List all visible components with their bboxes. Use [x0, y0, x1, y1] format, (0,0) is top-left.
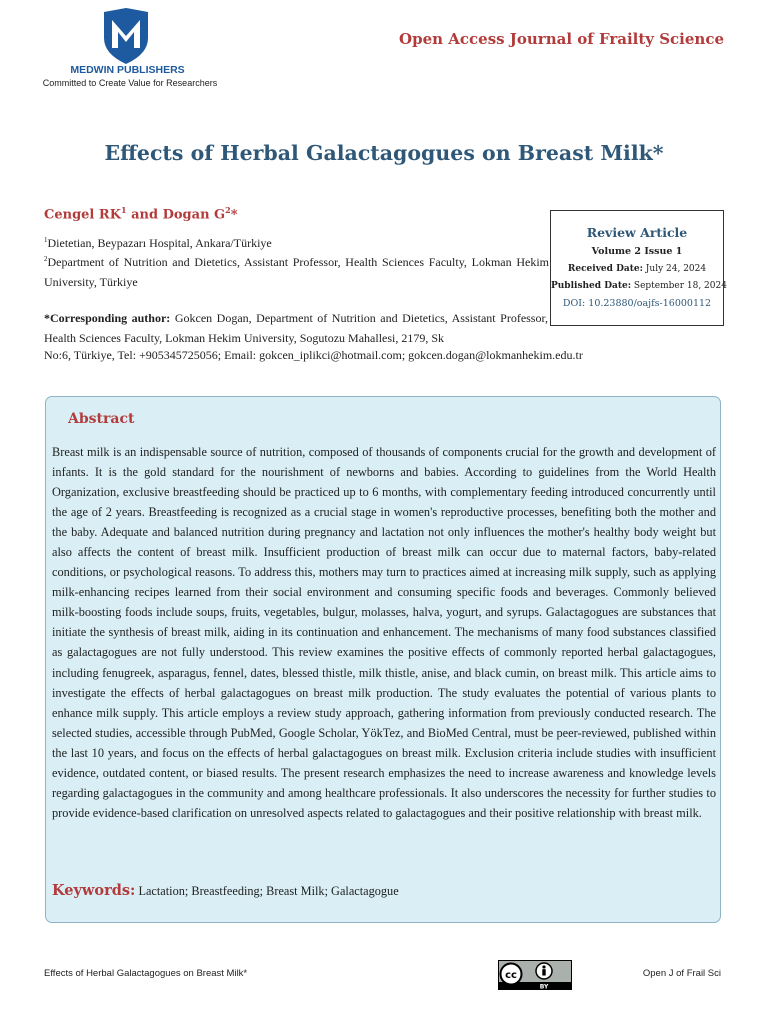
- license-by-label: BY: [539, 983, 549, 990]
- corresponding-text: Gokcen Dogan, Department of Nutrition and Dietetics, Assistant Professor, Health Sciences Faculty, Lokman Hekim University, Sogutozu Mahallesi, 2179, Sk: [44, 311, 548, 345]
- affiliation-1-text: Dietetian, Beypazarı Hospital, Ankara/Türkiye: [47, 236, 272, 250]
- affiliation-2-sup: 2: [44, 255, 48, 263]
- affiliation-2: [44, 250, 549, 292]
- keywords: [52, 882, 399, 899]
- journal-name: Open Access Journal of Frailty Science: [399, 30, 724, 48]
- affiliation-2-text: Department of Nutrition and Dietetics, Assistant Professor, Health Sciences Faculty, Lokman Hekim University, Türkiye: [44, 255, 549, 289]
- published-label: Published Date:: [551, 281, 632, 291]
- author-1-sup: 1: [121, 205, 127, 215]
- corresponding-author: [44, 308, 548, 348]
- publisher-logo: [40, 8, 230, 88]
- published-value: September 18, 2024: [631, 281, 727, 291]
- publisher-name: MEDWIN PUBLISHERS: [70, 64, 185, 76]
- keywords-list: Lactation; Breastfeeding; Breast Milk; Galactagogue: [135, 884, 399, 898]
- volume-issue: Volume 2 Issue 1: [591, 246, 683, 257]
- footer-journal-abbrev: Open J of Frail Sci: [642, 968, 721, 979]
- received-label: Received Date:: [567, 264, 643, 274]
- published-date: [551, 281, 727, 291]
- article-title: Effects of Herbal Galactagogues on Breast Milk*: [104, 141, 664, 165]
- author-1: Cengel RK: [44, 207, 121, 223]
- cc-by-icon[interactable]: [498, 960, 572, 994]
- abstract-text: Breast milk is an indispensable source of nutrition, composed of thousands of components crucial for the growth and development of infants. It is the gold standard for the nourishment of newborns and babies. According to guidelines from the World Health Organization, exclusive breastfeeding should be practiced up to 6 months, with complementary feeding introduced concurrently until the age of 2 years. Breastfeeding is recognized as a crucial stage in women's reproductive processes, benefiting both the mother and the baby. Adequate and balanced nutrition during pregnancy and lactation not only influences the mother's healthy body weight but also affects the content of breast milk. Insufficient production of breast milk can occur due to maternal factors, baby-related conditions, or psychological reasons. To address this, mothers may turn to practices aimed at increasing milk supply, such as applying milk-enhancing recipes learned from their social environment and consuming specific foods and beverages. Commonly believed milk-boosting foods include soups, fruits, vegetables, bulgur, molasses, halva, yogurt, and syrups. Galactagogues are substances that initiate the synthesis of breast milk, aiding in its continuation and enhancement. The mechanisms of many food substances classified as galactagogues are not fully understood. This review examines the positive effects of commonly reported herbal galactagogues, including fenugreek, asparagus, fennel, dates, blessed thistle, milk thistle, anise, and black cumin, on breast milk. This article aims to investigate the effects of herbal galactagogues on breast milk production. The study evaluates the potential of various plants to enhance milk supply. This article employs a review study approach, gathering information from previously conducted research. The selected studies, accessible through PubMed, Google Scholar, YökTez, and BioMed Central, must be peer-reviewed, published within the last 10 years, and focus on the effects of herbal galactagogues on breast milk. Exclusion criteria include studies with insufficient evidence, outdated content, or biased results. The present research emphasizes the need to increase awareness and knowledge levels regarding galactagogues in the community and among healthcare professionals. It also underscores the necessity for further studies to provide evidence-based clarification on unresolved aspects related to galactagogues and their positive relationship with breast milk.: [52, 445, 716, 820]
- publisher-tagline: Committed to Create Value for Researchers: [42, 78, 218, 88]
- doi-link[interactable]: DOI: 10.23880/oajfs-16000112: [562, 298, 712, 309]
- authors: [44, 205, 238, 222]
- article-info-box: [550, 210, 727, 326]
- affiliation-1-sup: 1: [44, 236, 48, 244]
- cc-by-badge: [498, 960, 572, 990]
- authors-and: and: [126, 207, 163, 223]
- abstract-heading: Abstract: [68, 411, 135, 427]
- abstract-box: [45, 396, 721, 923]
- svg-text:cc: cc: [505, 970, 517, 981]
- medwin-m-shield-icon: [100, 8, 152, 64]
- corresponding-contact: No:6, Türkiye, Tel: +905345725056; Email: gokcen_iplikci@hotmail.com; gokcen.dogan@lokmanhekim.edu.tr: [44, 348, 583, 362]
- article-type: Review Article: [586, 225, 688, 240]
- keywords-label: Keywords:: [52, 882, 136, 899]
- received-value: July 24, 2024: [642, 264, 707, 274]
- footer-title: Effects of Herbal Galactagogues on Breast Milk*: [44, 968, 248, 979]
- corresponding-label: *Corresponding author:: [44, 311, 171, 325]
- author-2: Dogan G: [162, 207, 226, 223]
- author-2-mark: *: [230, 207, 238, 223]
- author-2-sup: 2: [225, 205, 231, 215]
- received-date: [551, 264, 723, 274]
